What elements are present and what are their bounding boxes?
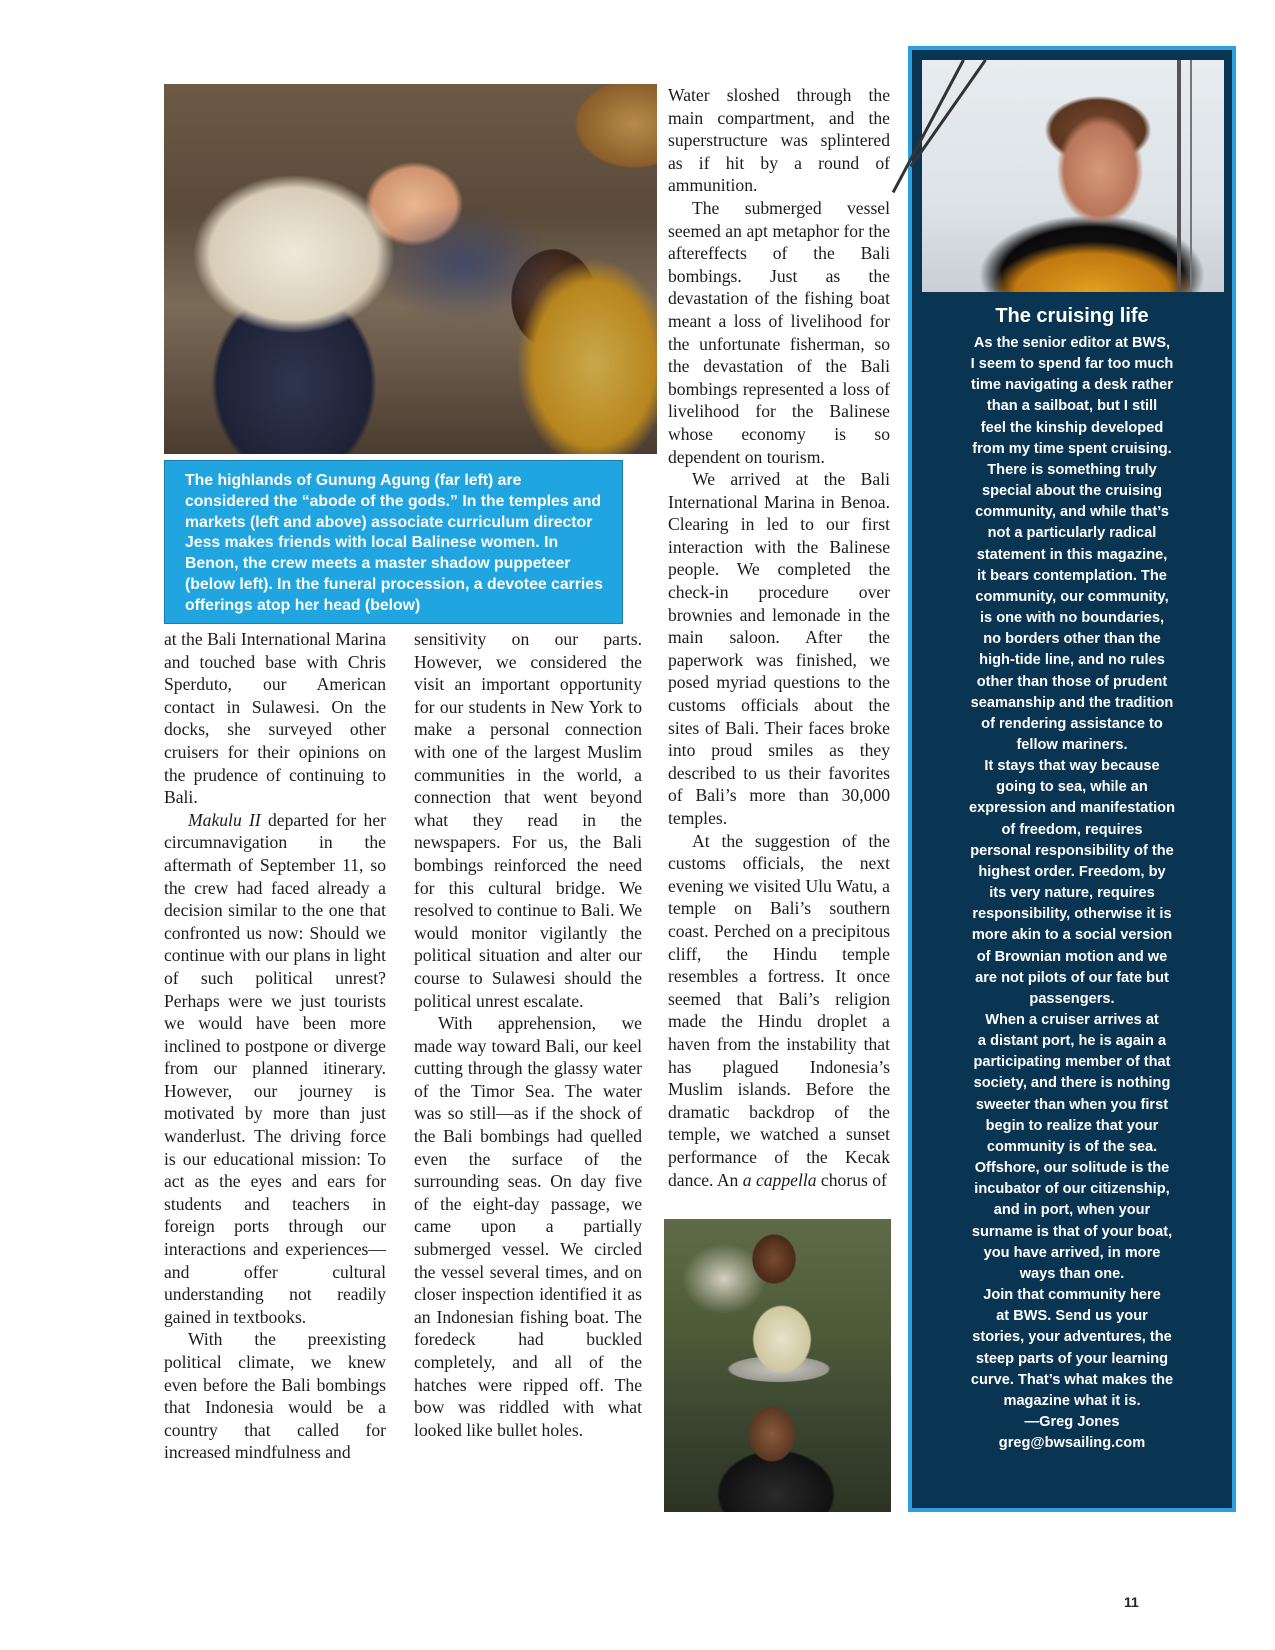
sidebar-line: society, and there is nothing bbox=[973, 1075, 1171, 1092]
sidebar-line: surname is that of your boat, bbox=[971, 1223, 1173, 1240]
paragraph bbox=[668, 830, 890, 1192]
sidebar-cruising-life bbox=[908, 46, 1236, 1512]
sidebar-line: of rendering assistance to bbox=[981, 715, 1163, 732]
sidebar-line: statement in this magazine, bbox=[976, 546, 1168, 563]
sidebar-line: it bears contemplation. The bbox=[977, 567, 1167, 584]
sidebar-line: time navigating a desk rather bbox=[971, 377, 1173, 394]
sidebar-line: There is something truly bbox=[987, 461, 1157, 478]
sidebar-line: magazine what it is. bbox=[1003, 1392, 1141, 1409]
page-number: 11 bbox=[1124, 1594, 1139, 1610]
market-photo bbox=[164, 84, 657, 454]
sidebar-line: I seem to spend far too much bbox=[970, 356, 1174, 373]
paragraph-text: At the suggestion of the customs officials, the next evening we visited Ulu Watu, a temple on Bali’s southern coast. Perched on a precipitous cliff, the Hindu temple resembles a fortress. It once seemed that Bali’s religion made the Hindu droplet a haven from the instability that has plagued Indonesia’s Muslim islands. Before the dramatic backdrop of the temple, we watched a sunset performance of the Kecak dance. An bbox=[668, 830, 890, 1190]
paragraph-text: chorus of bbox=[816, 1169, 887, 1190]
sidebar-line: Offshore, our solitude is the bbox=[974, 1160, 1170, 1177]
article-column-2 bbox=[414, 628, 642, 1441]
sidebar-line: community, our community, bbox=[975, 588, 1169, 605]
sidebar-line: of freedom, requires bbox=[1001, 821, 1143, 838]
sidebar-line: feel the kinship developed bbox=[980, 419, 1164, 436]
editor-portrait bbox=[922, 60, 1224, 292]
sidebar-line: greg@bwsailing.com bbox=[998, 1435, 1146, 1452]
sidebar-line: special about the cruising bbox=[981, 483, 1163, 500]
sidebar-line: When a cruiser arrives at bbox=[985, 1012, 1159, 1028]
paragraph-text: departed for her circumnavigation in the aftermath of September 11, so the crew had faced already a decision similar to the one that confronted us now: Should we continue with our plans in light of such political unrest? Perhaps were we just tourists we would have been more inclined to postpone or diverge from our planned itinerary. However, our journey is motivated by more than just wanderlust. The driving force is our educational mission: To act as the eyes and ears for students and teachers in foreign ports through our interactions and experiences—and offer cultural understanding not readily gained in textbooks. bbox=[164, 809, 386, 1327]
sidebar-line: no borders other than the bbox=[983, 631, 1161, 648]
sidebar-title: The cruising life bbox=[995, 305, 1149, 327]
paragraph: The submerged vessel seemed an apt metaphor for the aftereffects of the Bali bombings. Just as the devastation of the fishing boat meant a loss of livelihood for the unfortunate fisherman, so the devastation of the Bali bombings represented a loss of livelihood for the Balinese whose economy is so dependent on tourism. bbox=[668, 197, 890, 467]
sidebar-line: responsibility, otherwise it is bbox=[972, 906, 1172, 923]
sidebar-line: curve. That’s what makes the bbox=[970, 1371, 1174, 1388]
sidebar-line: of Brownian motion and we bbox=[976, 948, 1168, 965]
sidebar-line: at BWS. Send us your bbox=[996, 1308, 1148, 1325]
sidebar-line: you have arrived, in more bbox=[983, 1244, 1161, 1261]
sidebar-line: stories, your adventures, the bbox=[972, 1329, 1172, 1346]
sidebar-line: not a particularly radical bbox=[987, 525, 1157, 542]
sidebar-line: community, and while that’s bbox=[975, 504, 1169, 521]
sidebar-text bbox=[922, 333, 1222, 1454]
sidebar-line: incubator of our citizenship, bbox=[974, 1181, 1170, 1198]
sidebar-line: community is of the sea. bbox=[986, 1138, 1158, 1155]
sidebar-line: going to sea, while an bbox=[996, 779, 1148, 796]
sidebar-line: other than those of prudent bbox=[976, 673, 1168, 690]
sidebar-line: its very nature, requires bbox=[989, 885, 1155, 902]
sidebar-line: seamanship and the tradition bbox=[970, 694, 1174, 711]
paragraph: We arrived at the Bali International Marina in Benoa. Clearing in led to our first interaction with the Balinese people. We completed the check-in procedure over brownies and lemonade in the main saloon. After the paperwork was finished, we posed myriad questions to the customs officials about the sites of Bali. Their faces broke into proud smiles as they described to us their favorites of Bali’s more than 30,000 temples. bbox=[668, 469, 890, 828]
sidebar-line: —Greg Jones bbox=[1024, 1413, 1120, 1430]
paragraph: Water sloshed through the main compartment, and the superstructure was splintered as if hit by a round of ammunition. bbox=[668, 85, 890, 196]
paragraph: sensitivity on our parts. However, we considered the visit an important opportunity for our students in New York to make a personal connection with one of the largest Muslim communities in the world, a connection that went beyond what they read in the newspapers. For us, the Bali bombings reinforced the need for this cultural bridge. We resolved to continue to Bali. We would monitor vigilantly the political situation and alter our course to Sulawesi should the political unrest escalate. bbox=[414, 629, 642, 1011]
sidebar-line: begin to realize that your bbox=[985, 1117, 1159, 1134]
sidebar-line: As the senior editor at BWS, bbox=[973, 335, 1171, 351]
sidebar-line: and in port, when your bbox=[993, 1202, 1151, 1219]
article-column-1 bbox=[164, 628, 386, 1464]
sidebar-line: passengers. bbox=[1029, 990, 1115, 1007]
sidebar-line: participating member of that bbox=[973, 1054, 1171, 1071]
sidebar-line: high-tide line, and no rules bbox=[979, 652, 1165, 669]
boat-name: Makulu II bbox=[188, 809, 261, 830]
sidebar-line: ways than one. bbox=[1019, 1265, 1125, 1282]
sidebar-line: from my time spent cruising. bbox=[972, 440, 1172, 457]
sidebar-line: sweeter than when you first bbox=[975, 1096, 1169, 1113]
italic-term: a cappella bbox=[742, 1169, 817, 1190]
sidebar-line: is one with no boundaries, bbox=[979, 610, 1165, 627]
sidebar-line: than a sailboat, but I still bbox=[986, 398, 1158, 415]
photo-caption: The highlands of Gunung Agung (far left) are considered the “abode of the gods.” In the temples and markets (left and above) associate curriculum director Jess makes friends with local Balinese women. In Benon, the crew meets a master shadow puppeteer (below left). In the funeral procession, a devotee carries offerings atop her head (below) bbox=[164, 460, 623, 624]
sidebar-line: steep parts of your learning bbox=[975, 1350, 1169, 1367]
paragraph: at the Bali International Marina and touched base with Chris Sperduto, our American contact in Sulawesi. On the docks, she surveyed other cruisers for their opinions on the prudence of continuing to Bali. bbox=[164, 629, 386, 808]
sidebar-line: Join that community here bbox=[983, 1287, 1161, 1304]
sidebar-line: fellow mariners. bbox=[1016, 736, 1128, 753]
sidebar-line: are not pilots of our fate but bbox=[975, 969, 1169, 986]
sidebar-line: personal responsibility of the bbox=[970, 842, 1174, 859]
sidebar-line: more akin to a social version bbox=[971, 927, 1173, 944]
paragraph: With apprehension, we made way toward Bali, our keel cutting through the glassy water of the Timor Sea. The water was so still—as if the shock of the Bali bombings had quelled even the surface of the surrounding seas. On day five of the eight-day passage, we came upon a partially submerged vessel. We circled the vessel several times, and on closer inspection identified it as an Indonesian fishing boat. The foredeck had buckled completely, and all of the hatches were ripped off. The bow was riddled with what looked like bullet holes. bbox=[414, 1013, 642, 1440]
sidebar-line: highest order. Freedom, by bbox=[978, 863, 1166, 880]
sidebar-line: expression and manifestation bbox=[969, 800, 1175, 817]
paragraph: With the preexisting political climate, we knew even before the Bali bombings that Indonesia would be a country that called for increased mindfulness and bbox=[164, 1329, 386, 1463]
procession-photo bbox=[664, 1219, 891, 1512]
paragraph bbox=[164, 809, 386, 1329]
sidebar-line: It stays that way because bbox=[984, 758, 1160, 775]
sidebar-line: a distant port, he is again a bbox=[977, 1033, 1167, 1050]
article-column-3 bbox=[668, 84, 890, 1191]
